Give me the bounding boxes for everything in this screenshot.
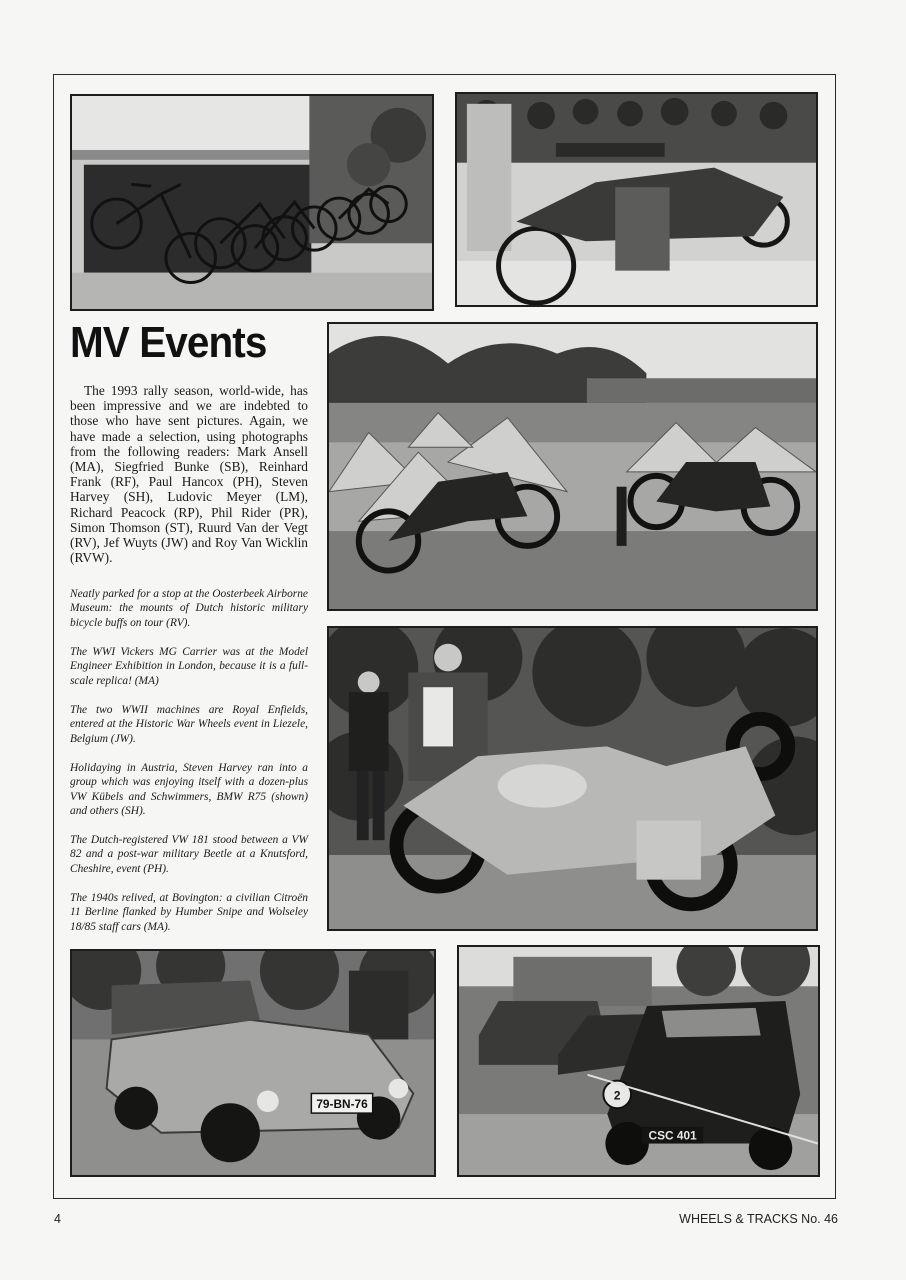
intro-paragraph: The 1993 rally season, world-wide, has been impressive and we are indebted to those who have sent pictures. Again, we have made a selection, using photographs from the following readers: Mark Ansell (MA), Siegfried Bunke (SB), Reinhard Frank (RF), Paul Hancox (PH), Steven Harvey (SH), Ludovic Meyer (LM), Richard Peacock (RP), Phil Rider (PR), Simon Thomson (ST), Ruurd Van der Vegt (RV), Jef Wuyts (JW) and Roy Van Wicklin (RVW). — [70, 383, 308, 566]
photo-bicycles — [70, 94, 434, 311]
caption-vw-181: The Dutch-registered VW 181 stood between a VW 82 and a post-war military Beetle at a Knutsford, Cheshire, event (PH). — [70, 834, 308, 875]
vickers-illustration — [457, 94, 816, 305]
caption-bicycles: Neatly parked for a stop at the Oosterbeek Airborne Museum: the mounts of Dutch historic military bicycle buffs on tour (RV). — [70, 588, 308, 629]
photo-citroen-berline — [457, 945, 820, 1177]
bicycles-illustration — [72, 96, 432, 309]
caption-citroen: The 1940s relived, at Bovington: a civilian Citroën 11 Berline flanked by Humber Snipe and Wolseley 18/85 staff cars (MA). — [70, 892, 308, 933]
photo-royal-enfields — [327, 322, 818, 611]
citroen-illustration — [459, 947, 818, 1175]
citroen-license-plate: CSC 401 — [648, 1128, 697, 1143]
vw-181-illustration — [72, 951, 434, 1175]
bmw-r75-illustration — [329, 628, 816, 929]
rally-number-badge: 2 — [613, 1088, 621, 1103]
page-number: 4 — [54, 1212, 61, 1226]
vw-license-plate: 79-BN-76 — [316, 1097, 368, 1112]
photo-vw-181 — [70, 949, 436, 1177]
article-title: MV Events — [70, 318, 267, 367]
caption-royal-enfields: The two WWII machines are Royal Enfields, entered at the Historic War Wheels event in Liezele, Belgium (JW). — [70, 704, 308, 745]
photo-bmw-r75 — [327, 626, 818, 931]
caption-bmw-r75: Holidaying in Austria, Steven Harvey ran into a group which was enjoying itself with a dozen-plus VW Kübels and Schwimmers, BMW R75 (shown) and others (SH). — [70, 762, 308, 817]
photo-vickers-mg-carrier — [455, 92, 818, 307]
caption-vickers: The WWI Vickers MG Carrier was at the Model Engineer Exhibition in London, because it is a full-scale replica! (MA) — [70, 646, 308, 687]
publication-footer: WHEELS & TRACKS No. 46 — [679, 1212, 838, 1226]
royal-enfields-illustration — [329, 324, 816, 609]
